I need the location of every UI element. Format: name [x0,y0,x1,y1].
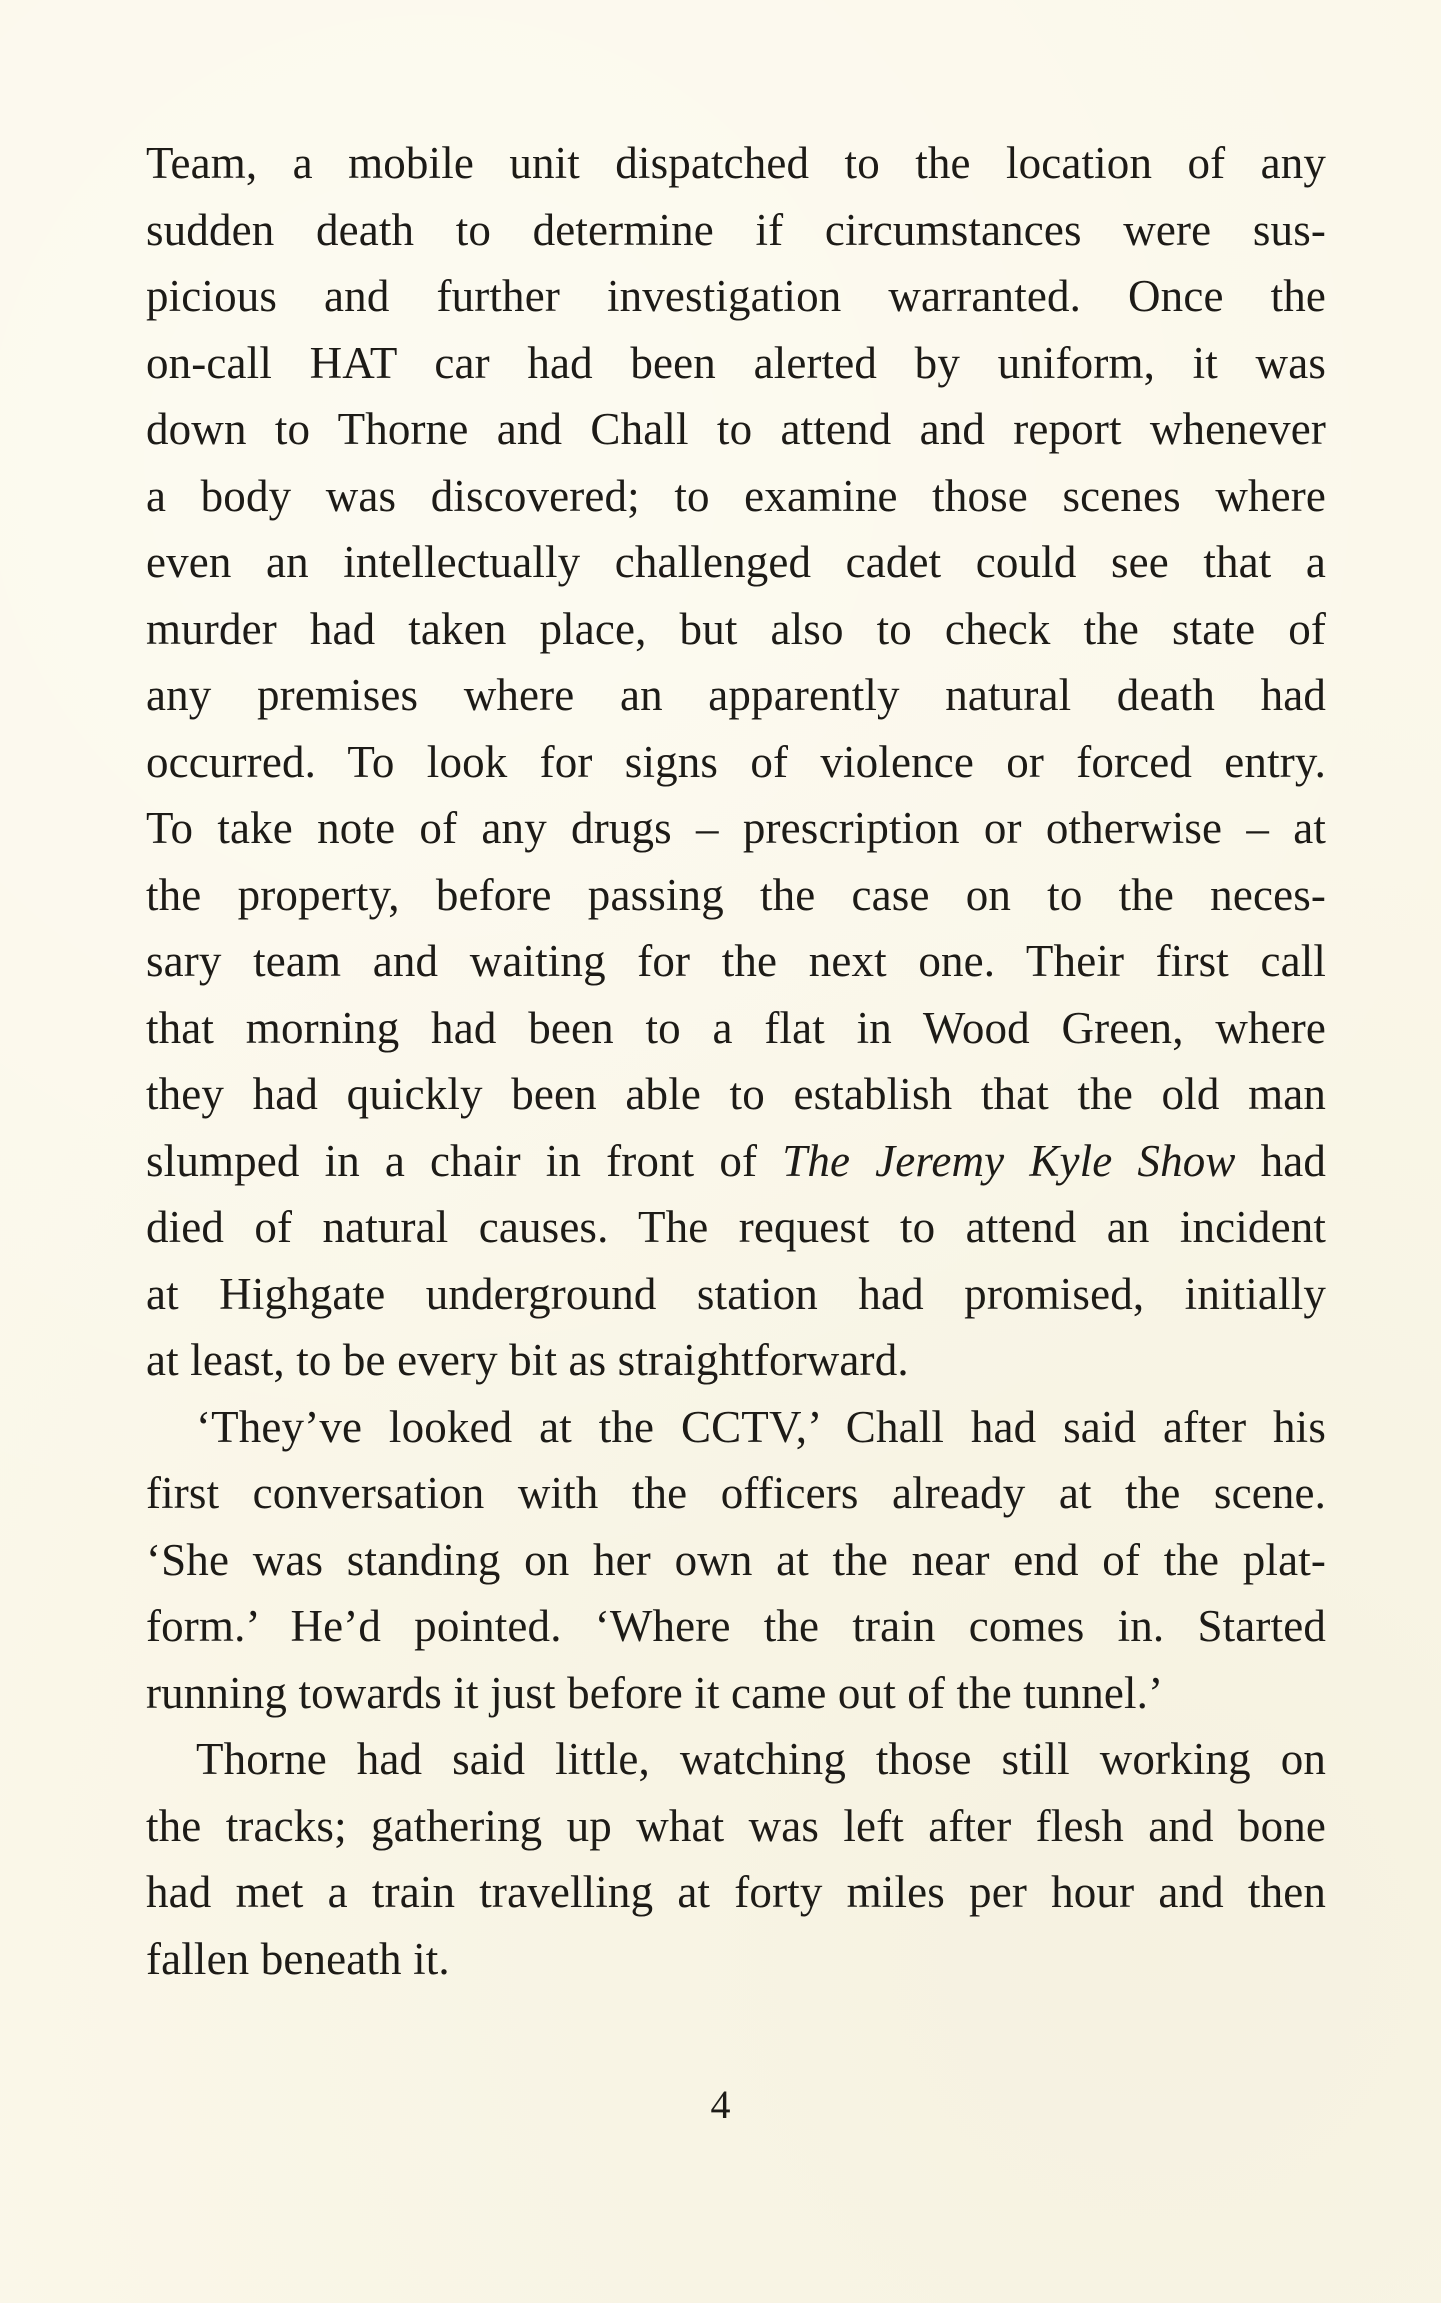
text-line: the tracks; gathering up what was left after flesh and bone [146,1800,1326,1851]
text-line: To take note of any drugs – prescription or otherwise – at [146,803,1326,853]
text-line: at Highgate underground station had promised, initially [146,1268,1326,1319]
text-line: first conversation with the officers already at the scene. [146,1468,1326,1518]
text-line: occurred. To look for signs of violence or forced entry. [146,736,1326,787]
text-line: a body was discovered; to examine those scenes where [146,470,1326,521]
text-line: sudden death to determine if circumstances were sus- [146,204,1326,255]
text-line: running towards it just before it came out of the tunnel.’ [146,1667,1164,1718]
text-line: on-call HAT car had been alerted by uniform, it was [146,337,1326,388]
text-line: even an intellectually challenged cadet could see that a [146,537,1326,587]
text-line: Thorne had said little, watching those still working on [196,1734,1326,1784]
italic-show-title: The Jeremy Kyle Show [782,1135,1236,1186]
text-line: down to Thorne and Chall to attend and report whenever [146,404,1326,454]
text-line: had met a train travelling at forty miles per hour and then [146,1867,1326,1917]
text-line: that morning had been to a flat in Wood Green, where [146,1002,1326,1053]
text-line: ‘She was standing on her own at the near end of the plat- [146,1534,1326,1585]
text-line-with-italic-title [146,1128,1326,1195]
text-line: picious and further investigation warranted. Once the [146,271,1326,321]
text-line: fallen beneath it. [146,1933,450,1984]
text-line: any premises where an apparently natural death had [146,670,1326,720]
text-line: died of natural causes. The request to attend an incident [146,1202,1326,1252]
page-number: 4 [710,2082,731,2127]
text-line: ‘They’ve looked at the CCTV,’ Chall had said after his [196,1401,1326,1452]
body-text [146,130,1326,1992]
text-line: murder had taken place, but also to check the state of [146,603,1326,654]
text-line: at least, to be every bit as straightforward. [146,1335,909,1385]
text-line: Team, a mobile unit dispatched to the location of any [146,138,1326,188]
text-line: the property, before passing the case on to the neces- [146,869,1326,920]
text-line-part: slumped in a chair in front of [146,1135,783,1186]
text-line: form.’ He’d pointed. ‘Where the train comes in. Started [146,1601,1326,1651]
text-line: they had quickly been able to establish that the old man [146,1069,1326,1119]
text-line-part: had [1235,1135,1327,1186]
text-line: sary team and waiting for the next one. Their first call [146,936,1326,986]
